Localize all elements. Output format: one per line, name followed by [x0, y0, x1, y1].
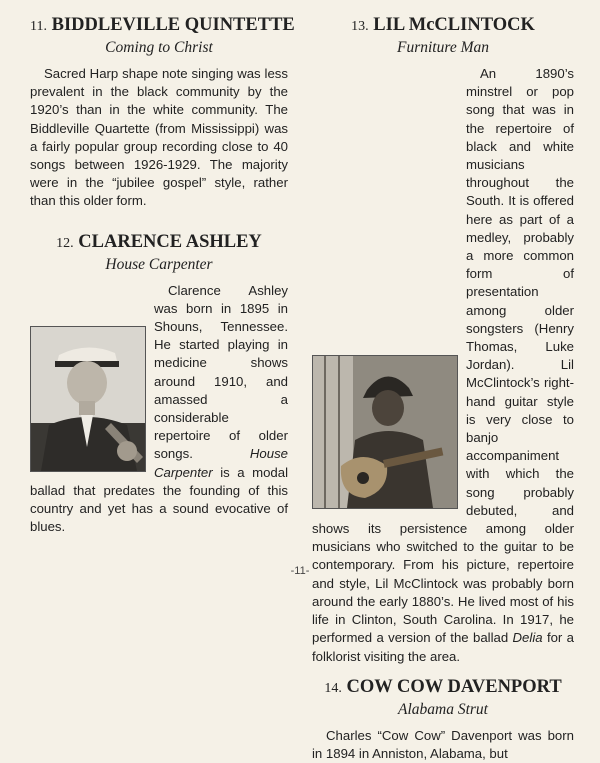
- entry-12-body-a: Clarence Ashley was born in 1895 in Shouns, Tennessee. He started playing in medicine shows around 1910, and amassed a considerable repertoire of older songs.: [154, 282, 288, 462]
- page-number: -11-: [290, 565, 310, 577]
- entry-11-body: Sacred Harp shape note singing was less prevalent in the black community by the 1920’s than in the white community. The Biddleville Quartette (from Mississippi) was a fairly popular group recording close to 40 songs between 1926-1929. The majority were in the “jubilee gospel” style, rather than this older form.: [30, 66, 288, 209]
- entry-11-song: Coming to Christ: [105, 39, 213, 56]
- right-column: [312, 14, 574, 763]
- entry-12-body-emph: House Carpenter: [154, 446, 288, 480]
- entry-13-number: 13.: [351, 19, 369, 34]
- entry-13-body-a: An 1890’s minstrel or pop song that was in the repertoire of black and white musicians throughout the South. It is offered here as part of a medley, probably a more common form of presentation among older songsters (Henry Thomas, Luke Jordan). Lil McClintock’s right-hand guitar style is very close to banjo accompaniment with which the song probably debuted, and shows its persistence among older musicians who switched to the guitar to be contemporary. From his picture, repertoire and style, Lil McClintock was probably born around the early 1880’s. He lived most of his life in Clinton, South Carolina. In 1917, he performed a version of the ballad: [312, 66, 574, 646]
- clarence-ashley-photo: [30, 326, 146, 472]
- entry-13-body-b: for a folklorist visiting the area.: [312, 630, 575, 664]
- entry-11-number: 11.: [30, 19, 47, 34]
- entry-12-number: 12.: [56, 235, 74, 251]
- entry-13-body-emph: Delia: [512, 630, 543, 646]
- entry-14-artist: COW COW DAVENPORT: [346, 676, 562, 697]
- entry-14-song: Alabama Strut: [398, 700, 488, 718]
- entry-13-artist: LIL McCLINTOCK: [373, 15, 535, 35]
- entry-14-title: [312, 676, 574, 700]
- entry-12-title: [30, 231, 288, 255]
- lil-mcclintock-photo: [312, 355, 458, 509]
- entry-12-artist: CLARENCE ASHLEY: [78, 231, 262, 252]
- entry-12-song: House Carpenter: [105, 255, 213, 273]
- entry-11-artist: BIDDLEVILLE QUINTETTE: [51, 15, 295, 35]
- entry-13-song: Furniture Man: [397, 39, 489, 56]
- left-column: [30, 14, 295, 536]
- entry-11-title: [30, 14, 295, 38]
- entry-12-body: [30, 282, 288, 537]
- entry-14-body: Charles “Cow Cow” Davenport was born in 1894 in Anniston, Alabama, but: [312, 727, 574, 761]
- entry-13-title: [312, 14, 574, 38]
- entry-12-body-b: is a modal ballad that predates the founding of this country and yet has a sound evocative of blues.: [30, 464, 288, 535]
- entry-14-number: 14.: [324, 680, 342, 696]
